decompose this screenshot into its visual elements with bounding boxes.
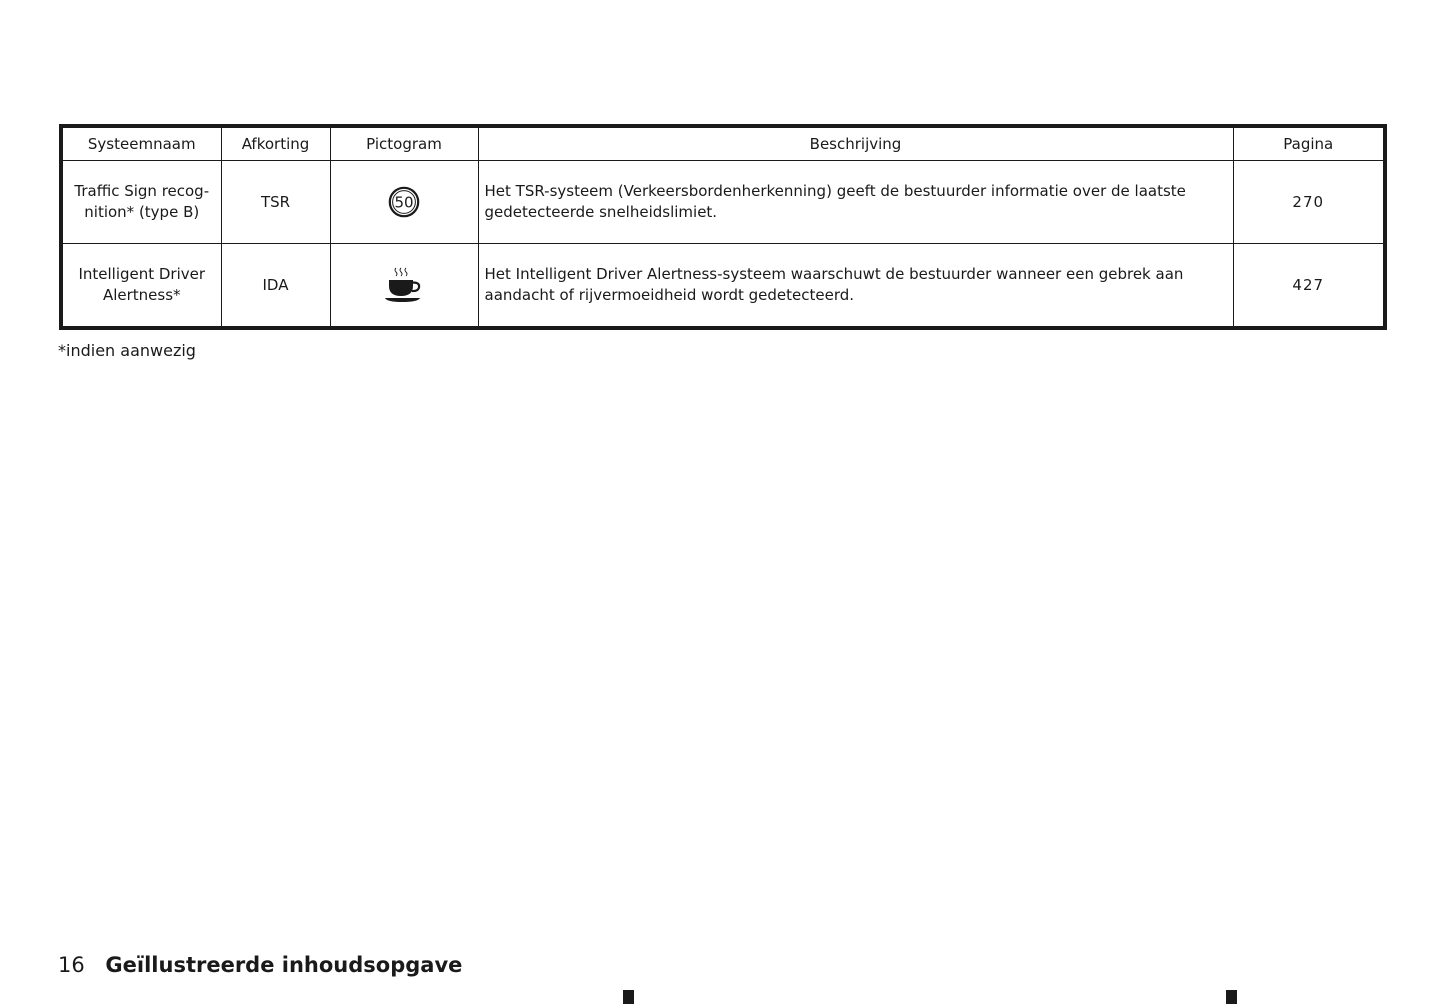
system-name-line: Intelligent Driver bbox=[78, 265, 206, 283]
table-row bbox=[61, 161, 1385, 244]
page-number: 16 bbox=[58, 953, 85, 977]
header-pictogram: Pictogram bbox=[330, 126, 478, 161]
crop-mark bbox=[623, 990, 634, 1004]
header-abbreviation: Afkorting bbox=[221, 126, 330, 161]
driver-assist-systems-table bbox=[59, 124, 1387, 330]
header-system-name: Systeemnaam bbox=[61, 126, 221, 161]
table-row bbox=[61, 244, 1385, 329]
table-header-row bbox=[61, 126, 1385, 161]
system-name-line: Traffic Sign recog- bbox=[74, 182, 210, 200]
system-name-line: nition* (type B) bbox=[84, 203, 200, 221]
system-name-line: Alertness* bbox=[102, 286, 181, 304]
speed-limit-50-icon bbox=[388, 186, 420, 218]
page-footer bbox=[58, 952, 462, 978]
page-reference-cell: 270 bbox=[1233, 161, 1385, 244]
abbreviation-cell: IDA bbox=[221, 244, 330, 329]
footnote: *indien aanwezig bbox=[58, 341, 196, 360]
description-cell: Het Intelligent Driver Alertness-systeem waarschuwt de bestuurder wanneer een gebrek aan aandacht of rijvermoeidheid wordt gedetecteerd. bbox=[478, 244, 1233, 329]
speed-limit-value: 50 bbox=[394, 193, 414, 212]
pictogram-cell bbox=[330, 244, 478, 329]
section-title: Geïllustreerde inhoudsopgave bbox=[105, 953, 463, 977]
crop-mark bbox=[1226, 990, 1237, 1004]
description-cell: Het TSR-systeem (Verkeersbordenherkenning) geeft de bestuurder informatie over de laatste gedetecteerde snelheidslimiet. bbox=[478, 161, 1233, 244]
header-description: Beschrijving bbox=[478, 126, 1233, 161]
header-page: Pagina bbox=[1233, 126, 1385, 161]
system-name-cell bbox=[61, 161, 221, 244]
page-reference-cell: 427 bbox=[1233, 244, 1385, 329]
system-name-cell bbox=[61, 244, 221, 329]
pictogram-cell bbox=[330, 161, 478, 244]
coffee-cup-icon bbox=[384, 265, 424, 305]
abbreviation-cell: TSR bbox=[221, 161, 330, 244]
